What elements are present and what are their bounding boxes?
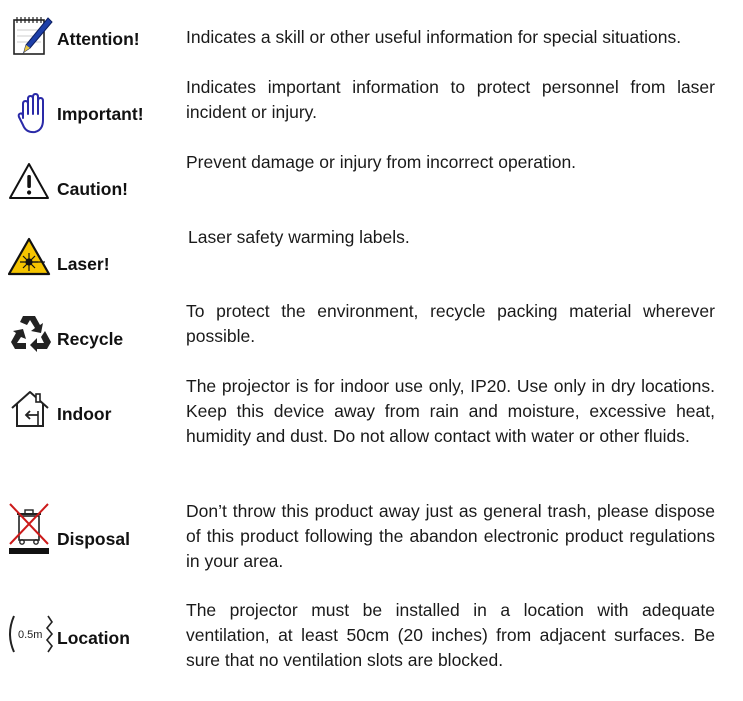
- location-clearance-icon: [4, 612, 56, 656]
- raised-hand-icon: [14, 92, 52, 136]
- crossed-bin-icon: [6, 502, 52, 556]
- clearance-distance-text: 0.5m: [18, 629, 43, 641]
- caution-description: Prevent damage or injury from incorrect operation.: [186, 152, 577, 172]
- disposal-label: Disposal: [57, 529, 130, 549]
- important-label: Important!: [57, 104, 144, 124]
- indoor-description: The projector is for indoor use only, IP20. Use only in dry locations. Keep this device away from rain and moisture, excessive heat, humidity and dust. Do not allow contact with water or other fluids.: [186, 376, 715, 446]
- recycle-description: To protect the environment, recycle packing material wherever possible.: [186, 301, 715, 346]
- caution-label: Caution!: [57, 179, 128, 199]
- important-description: Indicates important information to protect personnel from laser incident or injury.: [186, 77, 715, 122]
- indoor-label: Indoor: [57, 404, 112, 424]
- location-description: The projector must be installed in a location with adequate ventilation, at least 50cm (20 inches) from adjacent surfaces. Be sure that no ventilation slots are blocked.: [186, 600, 715, 670]
- laser-description: Laser safety warming labels.: [188, 227, 410, 247]
- attention-description: Indicates a skill or other useful information for special situations.: [186, 27, 682, 47]
- recycle-label: Recycle: [57, 329, 124, 349]
- indoor-house-icon: [8, 388, 54, 432]
- recycle-icon: [8, 311, 54, 355]
- warning-triangle-icon: [8, 160, 54, 204]
- laser-warning-icon: [8, 236, 54, 280]
- laser-label: Laser!: [57, 254, 110, 274]
- disposal-description: Don’t throw this product away just as general trash, please dispose of this product following the abandon electronic product regulations in your area.: [186, 501, 715, 571]
- location-label: Location: [57, 628, 130, 648]
- notepad-pen-icon: [8, 14, 54, 58]
- attention-label: Attention!: [57, 29, 140, 49]
